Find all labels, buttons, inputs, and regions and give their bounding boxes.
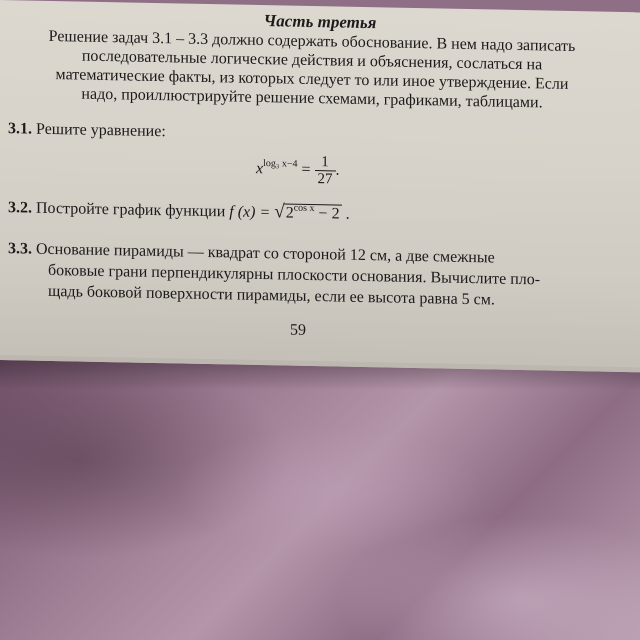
task-3-3	[0, 238, 628, 313]
radicand-exponent: cos x	[293, 202, 315, 215]
equation-end: .	[335, 161, 340, 179]
intro-line: математические факты, из которых следует то или иное утверждение. Если	[55, 66, 569, 93]
task-line: боковые грани перпендикулярны плоскости основания. Вычислите пло-	[48, 261, 541, 289]
formula-end: .	[345, 205, 350, 223]
intro-line: Решение задач 3.1 – 3.3 должно содержать обоснование. В нем надо записать	[48, 27, 576, 56]
task-number: 3.2.	[8, 199, 32, 217]
fraction-denominator: 27	[317, 171, 333, 188]
equation-base: x	[256, 160, 264, 178]
equation-3-1	[256, 153, 340, 188]
fraction	[315, 154, 336, 187]
radical-sign: √	[274, 201, 285, 223]
equation-equals: =	[301, 160, 311, 179]
task-3-2	[8, 196, 350, 225]
task-line: Основание пирамиды — квадрат со стороной 12 см, а две смежные	[36, 240, 495, 267]
task-text: Решите уравнение:	[36, 120, 166, 141]
equation-exponent: log₃ x−4	[263, 158, 298, 170]
section-title: Часть третья	[263, 11, 377, 33]
page-number: 59	[290, 321, 306, 339]
task-text: Постройте график функции	[36, 199, 226, 221]
intro-line: последовательные логические действия и объяснения, сослаться на	[81, 47, 543, 74]
intro-line: надо, проиллюстрируйте решение схемами, графиками, таблицами.	[81, 85, 543, 112]
radicand-base: 2	[285, 204, 294, 222]
fraction-numerator: 1	[315, 154, 336, 171]
task-3-1	[8, 120, 166, 141]
radicand	[284, 203, 342, 223]
task-line: щадь боковой поверхности пирамиды, если ее высота равна 5 см.	[48, 282, 495, 309]
function-lhs: f (x) =	[229, 203, 271, 222]
task-number: 3.3.	[8, 240, 32, 258]
radicand-tail: − 2	[314, 205, 340, 223]
task-number: 3.1.	[8, 120, 32, 138]
intro-paragraph	[0, 26, 624, 114]
